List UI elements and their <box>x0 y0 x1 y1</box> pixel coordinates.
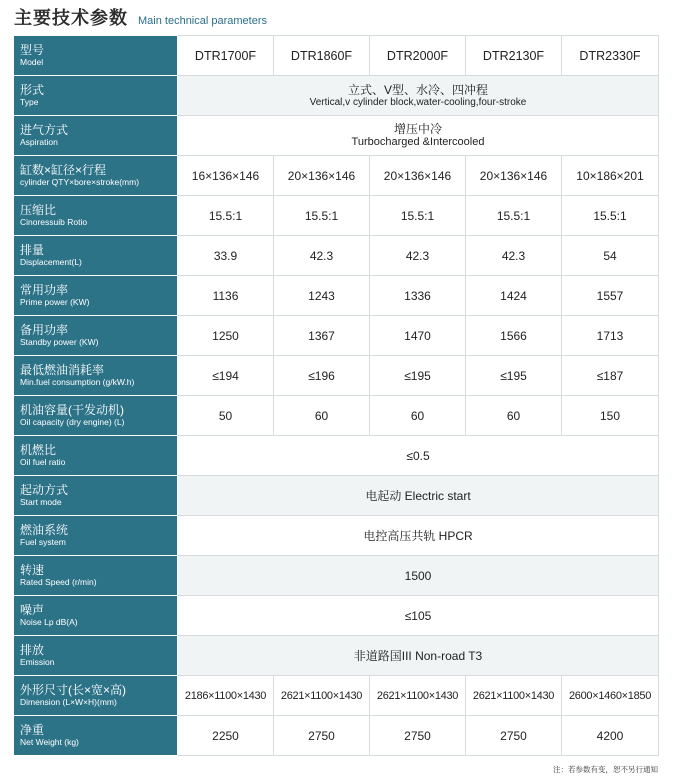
row-label-fuel-system: 燃油系统 Fuel system <box>14 516 178 556</box>
standby-power-cell: 1713 <box>562 316 659 356</box>
compression-cell: 15.5:1 <box>274 196 370 236</box>
prime-power-cell: 1424 <box>466 276 562 316</box>
model-cell: DTR1860F <box>274 36 370 76</box>
table-row-start-mode <box>14 476 659 516</box>
speed-value: 1500 <box>178 556 659 596</box>
table-row-emission <box>14 636 659 676</box>
fuel-consumption-cell: ≤194 <box>178 356 274 396</box>
table-row-net-weight <box>14 716 659 756</box>
displacement-cell: 42.3 <box>274 236 370 276</box>
oil-capacity-cell: 60 <box>466 396 562 436</box>
dimension-cell: 2186×1100×1430 <box>178 676 274 716</box>
table-row-noise <box>14 596 659 636</box>
table-row-model <box>14 36 659 76</box>
oil-fuel-ratio-value: ≤0.5 <box>178 436 659 476</box>
aspiration-value: 增压中冷 Turbocharged &Intercooled <box>178 116 659 156</box>
net-weight-cell: 2750 <box>466 716 562 756</box>
cylinder-cell: 20×136×146 <box>274 156 370 196</box>
row-label-oil-fuel-ratio: 机燃比 Oil fuel ratio <box>14 436 178 476</box>
fuel-consumption-cell: ≤196 <box>274 356 370 396</box>
compression-cell: 15.5:1 <box>466 196 562 236</box>
row-label-oil-capacity: 机油容量(干发动机) Oil capacity (dry engine) (L) <box>14 396 178 436</box>
oil-capacity-cell: 50 <box>178 396 274 436</box>
table-row-fuel-system <box>14 516 659 556</box>
cylinder-cell: 20×136×146 <box>370 156 466 196</box>
table-row-type <box>14 76 659 116</box>
row-label-cylinder: 缸数×缸径×行程 cylinder QTY×bore×stroke(mm) <box>14 156 178 196</box>
table-row-standby-power <box>14 316 659 356</box>
model-cell: DTR2330F <box>562 36 659 76</box>
table-row-displacement <box>14 236 659 276</box>
table-row-compression <box>14 196 659 236</box>
cylinder-cell: 20×136×146 <box>466 156 562 196</box>
table-row-dimension <box>14 676 659 716</box>
prime-power-cell: 1243 <box>274 276 370 316</box>
compression-cell: 15.5:1 <box>370 196 466 236</box>
prime-power-cell: 1136 <box>178 276 274 316</box>
table-row-oil-fuel-ratio <box>14 436 659 476</box>
table-row-cylinder <box>14 156 659 196</box>
net-weight-cell: 4200 <box>562 716 659 756</box>
net-weight-cell: 2750 <box>370 716 466 756</box>
dimension-cell: 2600×1460×1850 <box>562 676 659 716</box>
row-label-net-weight: 净重 Net Weight (kg) <box>14 716 178 756</box>
fuel-system-value: 电控高压共轨 HPCR <box>178 516 659 556</box>
start-mode-value: 电起动 Electric start <box>178 476 659 516</box>
table-row-speed <box>14 556 659 596</box>
compression-cell: 15.5:1 <box>178 196 274 236</box>
cylinder-cell: 16×136×146 <box>178 156 274 196</box>
row-label-displacement: 排量 Displacement(L) <box>14 236 178 276</box>
spec-table <box>13 35 659 756</box>
model-cell: DTR2130F <box>466 36 562 76</box>
fuel-consumption-cell: ≤195 <box>466 356 562 396</box>
net-weight-cell: 2750 <box>274 716 370 756</box>
dimension-cell: 2621×1100×1430 <box>274 676 370 716</box>
prime-power-cell: 1336 <box>370 276 466 316</box>
fuel-consumption-cell: ≤195 <box>370 356 466 396</box>
displacement-cell: 54 <box>562 236 659 276</box>
page-title: 主要技术参数 <box>14 8 128 28</box>
cylinder-cell: 10×186×201 <box>562 156 659 196</box>
fuel-consumption-cell: ≤187 <box>562 356 659 396</box>
emission-value: 非道路国III Non-road T3 <box>178 636 659 676</box>
table-row-aspiration <box>14 116 659 156</box>
model-cell: DTR1700F <box>178 36 274 76</box>
prime-power-cell: 1557 <box>562 276 659 316</box>
page-header <box>14 4 267 30</box>
compression-cell: 15.5:1 <box>562 196 659 236</box>
oil-capacity-cell: 60 <box>274 396 370 436</box>
noise-value: ≤105 <box>178 596 659 636</box>
page-subtitle: Main technical parameters <box>138 15 268 27</box>
type-value: 立式、V型、水冷、四冲程 Vertical,v cylinder block,water-cooling,four-stroke <box>178 76 659 116</box>
row-label-model: 型号 Model <box>14 36 178 76</box>
row-label-type: 形式 Type <box>14 76 178 116</box>
table-row-oil-capacity <box>14 396 659 436</box>
table-row-prime-power <box>14 276 659 316</box>
row-label-speed: 转速 Rated Speed (r/min) <box>14 556 178 596</box>
row-label-dimension: 外形尺寸(长×宽×高) Dimension (L×W×H)(mm) <box>14 676 178 716</box>
row-label-prime-power: 常用功率 Prime power (KW) <box>14 276 178 316</box>
row-label-start-mode: 起动方式 Start mode <box>14 476 178 516</box>
row-label-aspiration: 进气方式 Aspiration <box>14 116 178 156</box>
displacement-cell: 33.9 <box>178 236 274 276</box>
row-label-compression: 压缩比 Cinoressuib Rotio <box>14 196 178 236</box>
dimension-cell: 2621×1100×1430 <box>466 676 562 716</box>
standby-power-cell: 1367 <box>274 316 370 356</box>
row-label-standby-power: 备用功率 Standby power (KW) <box>14 316 178 356</box>
model-cell: DTR2000F <box>370 36 466 76</box>
dimension-cell: 2621×1100×1430 <box>370 676 466 716</box>
oil-capacity-cell: 60 <box>370 396 466 436</box>
row-label-fuel-consumption: 最低燃油消耗率 Min.fuel consumption (g/kW.h) <box>14 356 178 396</box>
net-weight-cell: 2250 <box>178 716 274 756</box>
row-label-emission: 排放 Emission <box>14 636 178 676</box>
row-label-noise: 噪声 Noise Lp dB(A) <box>14 596 178 636</box>
oil-capacity-cell: 150 <box>562 396 659 436</box>
standby-power-cell: 1566 <box>466 316 562 356</box>
displacement-cell: 42.3 <box>370 236 466 276</box>
footnote: 注：若参数有变，恕不另行通知 <box>553 765 658 774</box>
displacement-cell: 42.3 <box>466 236 562 276</box>
standby-power-cell: 1250 <box>178 316 274 356</box>
standby-power-cell: 1470 <box>370 316 466 356</box>
table-row-fuel-consumption <box>14 356 659 396</box>
